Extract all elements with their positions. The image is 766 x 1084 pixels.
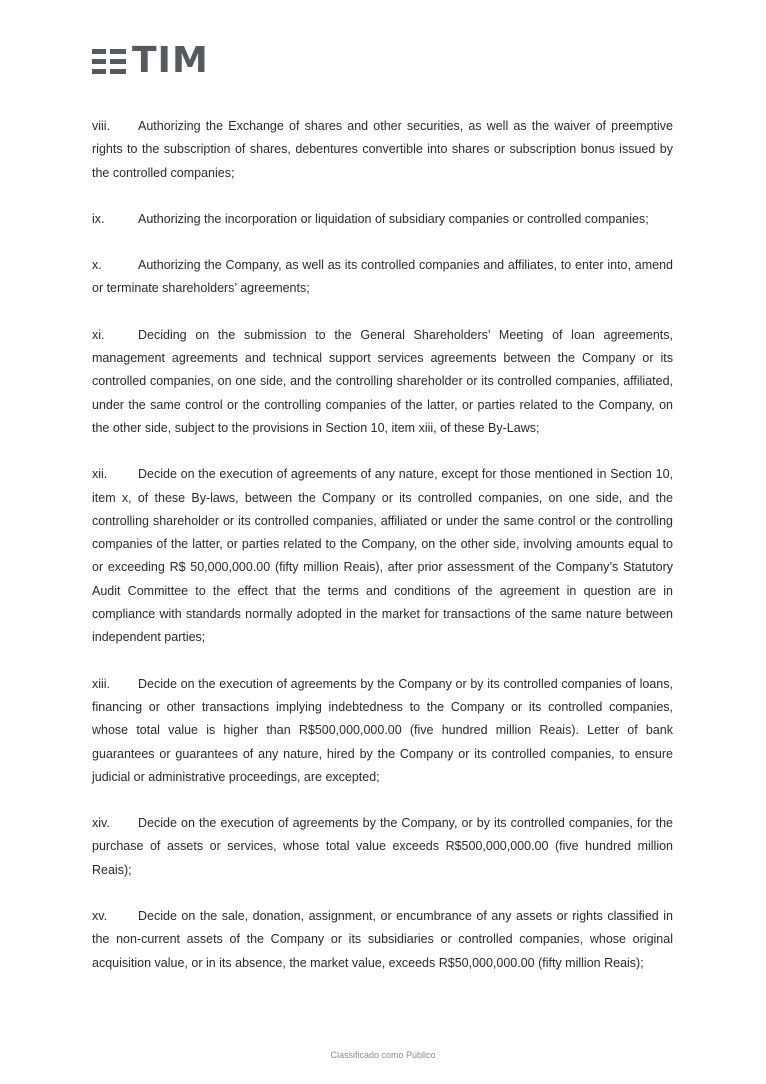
clause-text: Authorizing the incorporation or liquidation of subsidiary companies or controlled companies;	[138, 211, 649, 226]
clause-text: Authorizing the Exchange of shares and other securities, as well as the waiver of preemptive rights to the subscription of shares, debentures convertible into shares or subscription bonus issued by the controlled companies;	[92, 119, 673, 180]
clause-xii	[92, 463, 673, 649]
tim-stripes-icon	[92, 49, 126, 74]
clause-xv	[92, 905, 673, 975]
logo-text: TIM	[132, 40, 209, 81]
clause-text: Authorizing the Company, as well as its controlled companies and affiliates, to enter into, amend or terminate shareholders’ agreements;	[92, 258, 673, 296]
clause-xiv	[92, 812, 673, 882]
clause-text: Decide on the execution of agreements by the Company, or by its controlled companies, for the purchase of assets or services, whose total value exceeds R$500,000,000.00 (five hundred million Reais);	[92, 816, 673, 877]
clause-xi	[92, 324, 673, 440]
clause-xiii	[92, 673, 673, 789]
document-body	[92, 115, 673, 998]
clause-number: xii.	[92, 467, 108, 482]
clause-number: xiv.	[92, 816, 110, 831]
clause-viii	[92, 115, 673, 185]
clause-number: x.	[92, 258, 102, 273]
classification-footer: Classificado como Público	[330, 1050, 436, 1060]
clause-text: Decide on the sale, donation, assignment, or encumbrance of any assets or rights classified in the non-current assets of the Company or its subsidiaries or controlled companies, whose original acquisition value, or in its absence, the market value, exceeds R$50,000,000.00 (fifty million Reais);	[92, 909, 673, 970]
clause-number: xi.	[92, 327, 105, 342]
clause-number: viii.	[92, 119, 111, 133]
clause-text: Decide on the execution of agreements by the Company or by its controlled companies of loans, financing or other transactions implying indebtedness to the Company or its controlled companies, whose total value is higher than R$500,000,000.00 (five hundred million Reais). Letter of bank guarantees or guarantees of any nature, hired by the Company or its controlled companies, to ensure judicial or administrative proceedings, are excepted;	[92, 676, 673, 784]
clause-number: ix.	[92, 211, 105, 226]
clause-number: xiii.	[92, 676, 111, 691]
clause-x	[92, 254, 673, 301]
tim-logo	[92, 40, 209, 81]
clause-text: Deciding on the submission to the General Shareholders’ Meeting of loan agreements, management agreements and technical support services agreements between the Company or its controlled companies, on one side, and the controlling shareholder or its controlled companies, affiliated, under the same control or the controlling companies of the latter, or parties related to the Company, on the other side, subject to the provisions in Section 10, item xiii, of these By-Laws;	[92, 327, 673, 435]
clause-number: xv.	[92, 909, 108, 924]
clause-text: Decide on the execution of agreements of any nature, except for those mentioned in Section 10, item x, of these By-laws, between the Company or its controlled companies, on one side, and the controlling shareholder or its controlled companies, affiliated or under the same control or the controlling companies of the latter, or parties related to the Company, on the other side, involving amounts equal to or exceeding R$ 50,000,000.00 (fifty million Reais), after prior assessment of the Company’s Statutory Audit Committee to the effect that the terms and conditions of the agreement in question are in compliance with standards normally adopted in the market for transactions of the same nature between independent parties;	[92, 467, 673, 645]
clause-ix	[92, 208, 673, 231]
